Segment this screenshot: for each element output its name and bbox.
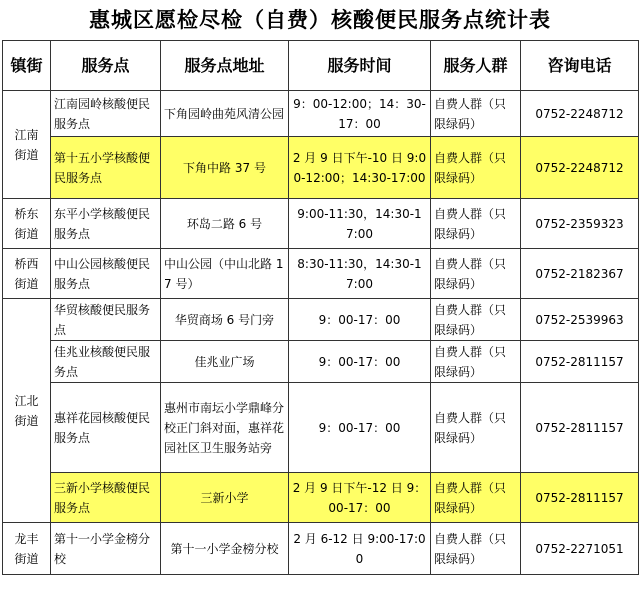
people-cell: 自费人群（只限绿码）	[431, 91, 521, 137]
header-street: 镇街	[3, 41, 51, 91]
time-cell: 9：00-17：00	[289, 341, 431, 383]
address-cell: 佳兆业广场	[161, 341, 289, 383]
street-cell: 桥东街道	[3, 199, 51, 249]
address-cell: 中山公园（中山北路 17 号）	[161, 249, 289, 299]
people-cell: 自费人群（只限绿码）	[431, 199, 521, 249]
header-address: 服务点地址	[161, 41, 289, 91]
header-service-point: 服务点	[51, 41, 161, 91]
time-cell: 9：00-17：00	[289, 383, 431, 473]
people-cell: 自费人群（只限绿码）	[431, 249, 521, 299]
table-row	[3, 249, 639, 299]
phone-cell: 0752-2811157	[521, 341, 639, 383]
table-row	[3, 341, 639, 383]
people-cell: 自费人群（只限绿码）	[431, 523, 521, 575]
time-cell: 2 月 6-12 日 9:00-17:00	[289, 523, 431, 575]
people-cell: 自费人群（只限绿码）	[431, 341, 521, 383]
service-point-cell: 三新小学核酸便民服务点	[51, 473, 161, 523]
time-cell: 8:30-11:30，14:30-17:00	[289, 249, 431, 299]
service-point-cell: 第十一小学金榜分校	[51, 523, 161, 575]
phone-cell: 0752-2359323	[521, 199, 639, 249]
street-cell: 桥西街道	[3, 249, 51, 299]
phone-cell: 0752-2182367	[521, 249, 639, 299]
table-row	[3, 91, 639, 137]
time-cell: 2 月 9 日下午-12 日 9：00-17：00	[289, 473, 431, 523]
people-cell: 自费人群（只限绿码）	[431, 137, 521, 199]
phone-cell: 0752-2811157	[521, 383, 639, 473]
street-cell: 江北街道	[3, 299, 51, 523]
street-cell: 江南街道	[3, 91, 51, 199]
street-cell: 龙丰街道	[3, 523, 51, 575]
time-cell: 9：00-17：00	[289, 299, 431, 341]
table-row	[3, 383, 639, 473]
service-point-cell: 江南园岭核酸便民服务点	[51, 91, 161, 137]
address-cell: 下角中路 37 号	[161, 137, 289, 199]
phone-cell: 0752-2271051	[521, 523, 639, 575]
time-cell: 9:00-11:30，14:30-17:00	[289, 199, 431, 249]
service-point-cell: 佳兆业核酸便民服务点	[51, 341, 161, 383]
service-points-table	[2, 40, 639, 575]
phone-cell: 0752-2248712	[521, 137, 639, 199]
people-cell: 自费人群（只限绿码）	[431, 383, 521, 473]
address-cell: 环岛二路 6 号	[161, 199, 289, 249]
phone-cell: 0752-2811157	[521, 473, 639, 523]
time-cell: 9：00-12:00；14：30-17：00	[289, 91, 431, 137]
table-row	[3, 299, 639, 341]
table-row	[3, 523, 639, 575]
table-row-highlighted	[3, 473, 639, 523]
address-cell: 第十一小学金榜分校	[161, 523, 289, 575]
header-phone: 咨询电话	[521, 41, 639, 91]
table-row-highlighted	[3, 137, 639, 199]
service-point-cell: 第十五小学核酸便民服务点	[51, 137, 161, 199]
address-cell: 三新小学	[161, 473, 289, 523]
address-cell: 华贸商场 6 号门旁	[161, 299, 289, 341]
header-service-time: 服务时间	[289, 41, 431, 91]
service-point-cell: 东平小学核酸便民服务点	[51, 199, 161, 249]
table-row	[3, 199, 639, 249]
service-point-cell: 华贸核酸便民服务点	[51, 299, 161, 341]
service-point-cell: 中山公园核酸便民服务点	[51, 249, 161, 299]
service-point-cell: 惠祥花园核酸便民服务点	[51, 383, 161, 473]
people-cell: 自费人群（只限绿码）	[431, 299, 521, 341]
people-cell: 自费人群（只限绿码）	[431, 473, 521, 523]
time-cell: 2 月 9 日下午-10 日 9:00-12:00；14:30-17:00	[289, 137, 431, 199]
header-row	[3, 41, 639, 91]
phone-cell: 0752-2539963	[521, 299, 639, 341]
address-cell: 下角园岭曲苑风清公园	[161, 91, 289, 137]
address-cell: 惠州市南坛小学鼎峰分校正门斜对面，惠祥花园社区卫生服务站旁	[161, 383, 289, 473]
page-title: 惠城区愿检尽检（自费）核酸便民服务点统计表	[89, 8, 551, 32]
header-service-people: 服务人群	[431, 41, 521, 91]
phone-cell: 0752-2248712	[521, 91, 639, 137]
